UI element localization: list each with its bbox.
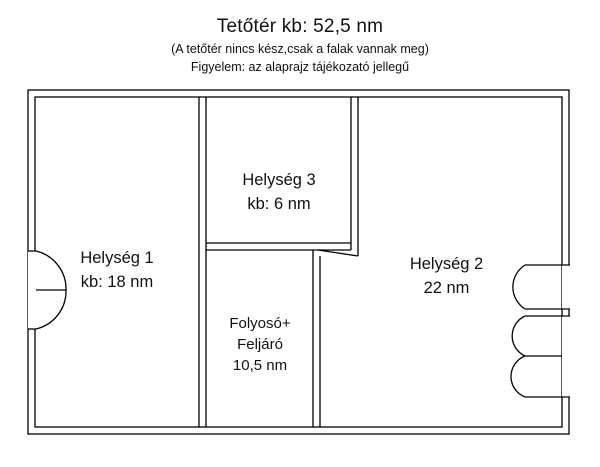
wall-room1 xyxy=(199,97,206,427)
room-label-1 xyxy=(36,246,198,294)
wall-room3-bottom xyxy=(206,243,358,256)
plan-subtitle-warning: Figyelem: az alaprajz tájékozató jellegű xyxy=(190,60,410,74)
room-1-name: Helység 1 xyxy=(80,249,154,267)
room-3-area: kb: 6 nm xyxy=(247,195,311,213)
corridor-name-2: Feljáró xyxy=(237,336,283,353)
door-room2-lower xyxy=(511,316,570,397)
room-label-3 xyxy=(207,168,351,216)
room-3-name: Helység 3 xyxy=(242,171,316,189)
corridor-name-1: Folyosó+ xyxy=(229,315,291,332)
room-1-area: kb: 18 nm xyxy=(80,273,154,291)
room-label-2 xyxy=(359,252,534,300)
room-2-area: 22 nm xyxy=(423,279,470,297)
corridor-area: 10,5 nm xyxy=(232,357,288,374)
wall-corridor-right xyxy=(313,250,320,427)
plan-subtitle-status: (A tetőtér nincs kész,csak a falak vannak meg) xyxy=(171,42,429,56)
room-label-corridor xyxy=(207,313,313,376)
room-2-name: Helység 2 xyxy=(409,255,484,273)
plan-title: Tetőtér kb: 52,5 nm xyxy=(216,16,384,37)
wall-room3-right xyxy=(351,97,358,256)
